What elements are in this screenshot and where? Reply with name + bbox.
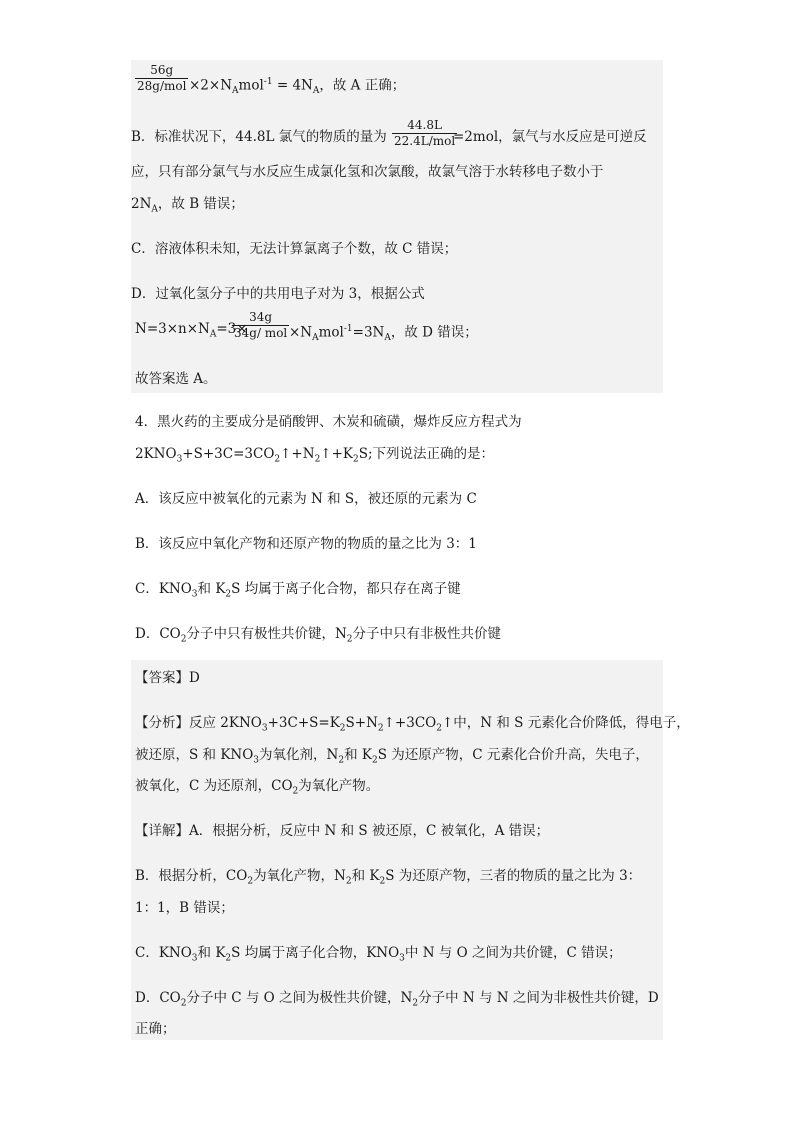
question-4-stem-line1: 4．黑火药的主要成分是硝酸钾、木炭和硫磺，爆炸反应方程式为 xyxy=(135,414,522,430)
fraction-numerator: 44.8L xyxy=(392,118,457,134)
analysis-line2: 被还原，S 和 $KNO_3$为氧化剂，$N_2$和 $K_2S$ 为还原产物，C 元素化合价升高，失电子， xyxy=(135,747,649,766)
detail-option-b-line2: 1：1，B 错误； xyxy=(135,900,234,916)
option-a: A．该反应中被氧化的元素为 N 和 S，被还原的元素为 C xyxy=(135,491,477,507)
fraction-denominator: 34g/ mol xyxy=(234,326,288,340)
option-b-explain-prefix: B．标准状况下，44.8L 氯气的物质的量为 xyxy=(131,129,387,145)
question-4-equation: $2KNO_3+S+3C=3CO_2↑+N_2↑+K_2S$;下列说法正确的是： xyxy=(135,446,495,465)
detail-option-d-line2: 正确； xyxy=(135,1021,176,1037)
option-d: D．$CO_2$分子中只有极性共价键，$N_2$分子中只有非极性共价键 xyxy=(135,626,502,645)
analysis-line3: 被氧化，C 为还原剂，$CO_2$为氧化产物。 xyxy=(135,778,380,797)
fraction-denominator: 22.4L/mol xyxy=(394,134,456,148)
option-b-explain-line2: 应，只有部分氯气与水反应生成氯化氢和次氯酸，故氯气溶于水转移电子数小于 xyxy=(131,164,604,180)
fraction-56g-28g xyxy=(135,63,188,94)
option-d-formula-right: $\times N_Amol^{-1}=3N_A$，故 D 错误； xyxy=(289,324,478,344)
option-b-explain-line3: $2N_A$，故 B 错误； xyxy=(131,196,244,215)
fraction-34g-34gmol xyxy=(232,310,289,341)
answer-label: 【答案】D xyxy=(135,670,200,686)
option-b: B．该反应中氧化产物和还原产物的物质的量之比为 3：1 xyxy=(135,536,477,552)
analysis-line1: 【分析】反应 $2KNO_3+3C+S=K_2S+N_2↑+3CO_2↑$中，N 和 S 元素化合价降低，得电子， xyxy=(135,715,690,734)
detail-option-b-line1: B．根据分析，$CO_2$为氧化产物，$N_2$和 $K_2S$ 为还原产物，三者的物质的量之比为 3： xyxy=(135,868,642,887)
fraction-denominator: 28g/mol xyxy=(137,79,187,93)
option-b-explain-suffix: =2mol，氯气与水反应是可逆反 xyxy=(453,129,647,145)
formula-line-a-rest: $\times 2\times N_Amol^{-1} = 4N_A$，故 A 正确； xyxy=(189,77,406,97)
fraction-numerator: 56g xyxy=(135,63,188,79)
detail-option-d-line1: D．$CO_2$分子中 C 与 O 之间为极性共价键，$N_2$分子中 N 与 N 之间为非极性共价键，D xyxy=(135,990,659,1009)
option-d-formula-left: $N=3\times n\times N_A=3\times$ xyxy=(135,321,248,340)
option-c: C．$KNO_3$和 $K_2S$ 均属于离子化合物，都只存在离子键 xyxy=(135,581,461,600)
fraction-44-8-22-4 xyxy=(392,118,457,149)
fraction-numerator: 34g xyxy=(232,310,289,326)
detail-option-a: 【详解】A．根据分析，反应中 N 和 S 被还原，C 被氧化，A 错误； xyxy=(135,823,550,839)
option-d-explain-line1: D．过氧化氢分子中的共用电子对为 3，根据公式 xyxy=(131,286,425,302)
option-c-explain: C．溶液体积未知，无法计算氯离子个数，故 C 错误； xyxy=(131,241,458,257)
detail-option-c: C．$KNO_3$和 $K_2S$ 均属于离子化合物，$KNO_3$中 N 与 O 之间为共价键，C 错误； xyxy=(135,945,622,964)
answer-choice-statement: 故答案选 A。 xyxy=(135,371,217,387)
